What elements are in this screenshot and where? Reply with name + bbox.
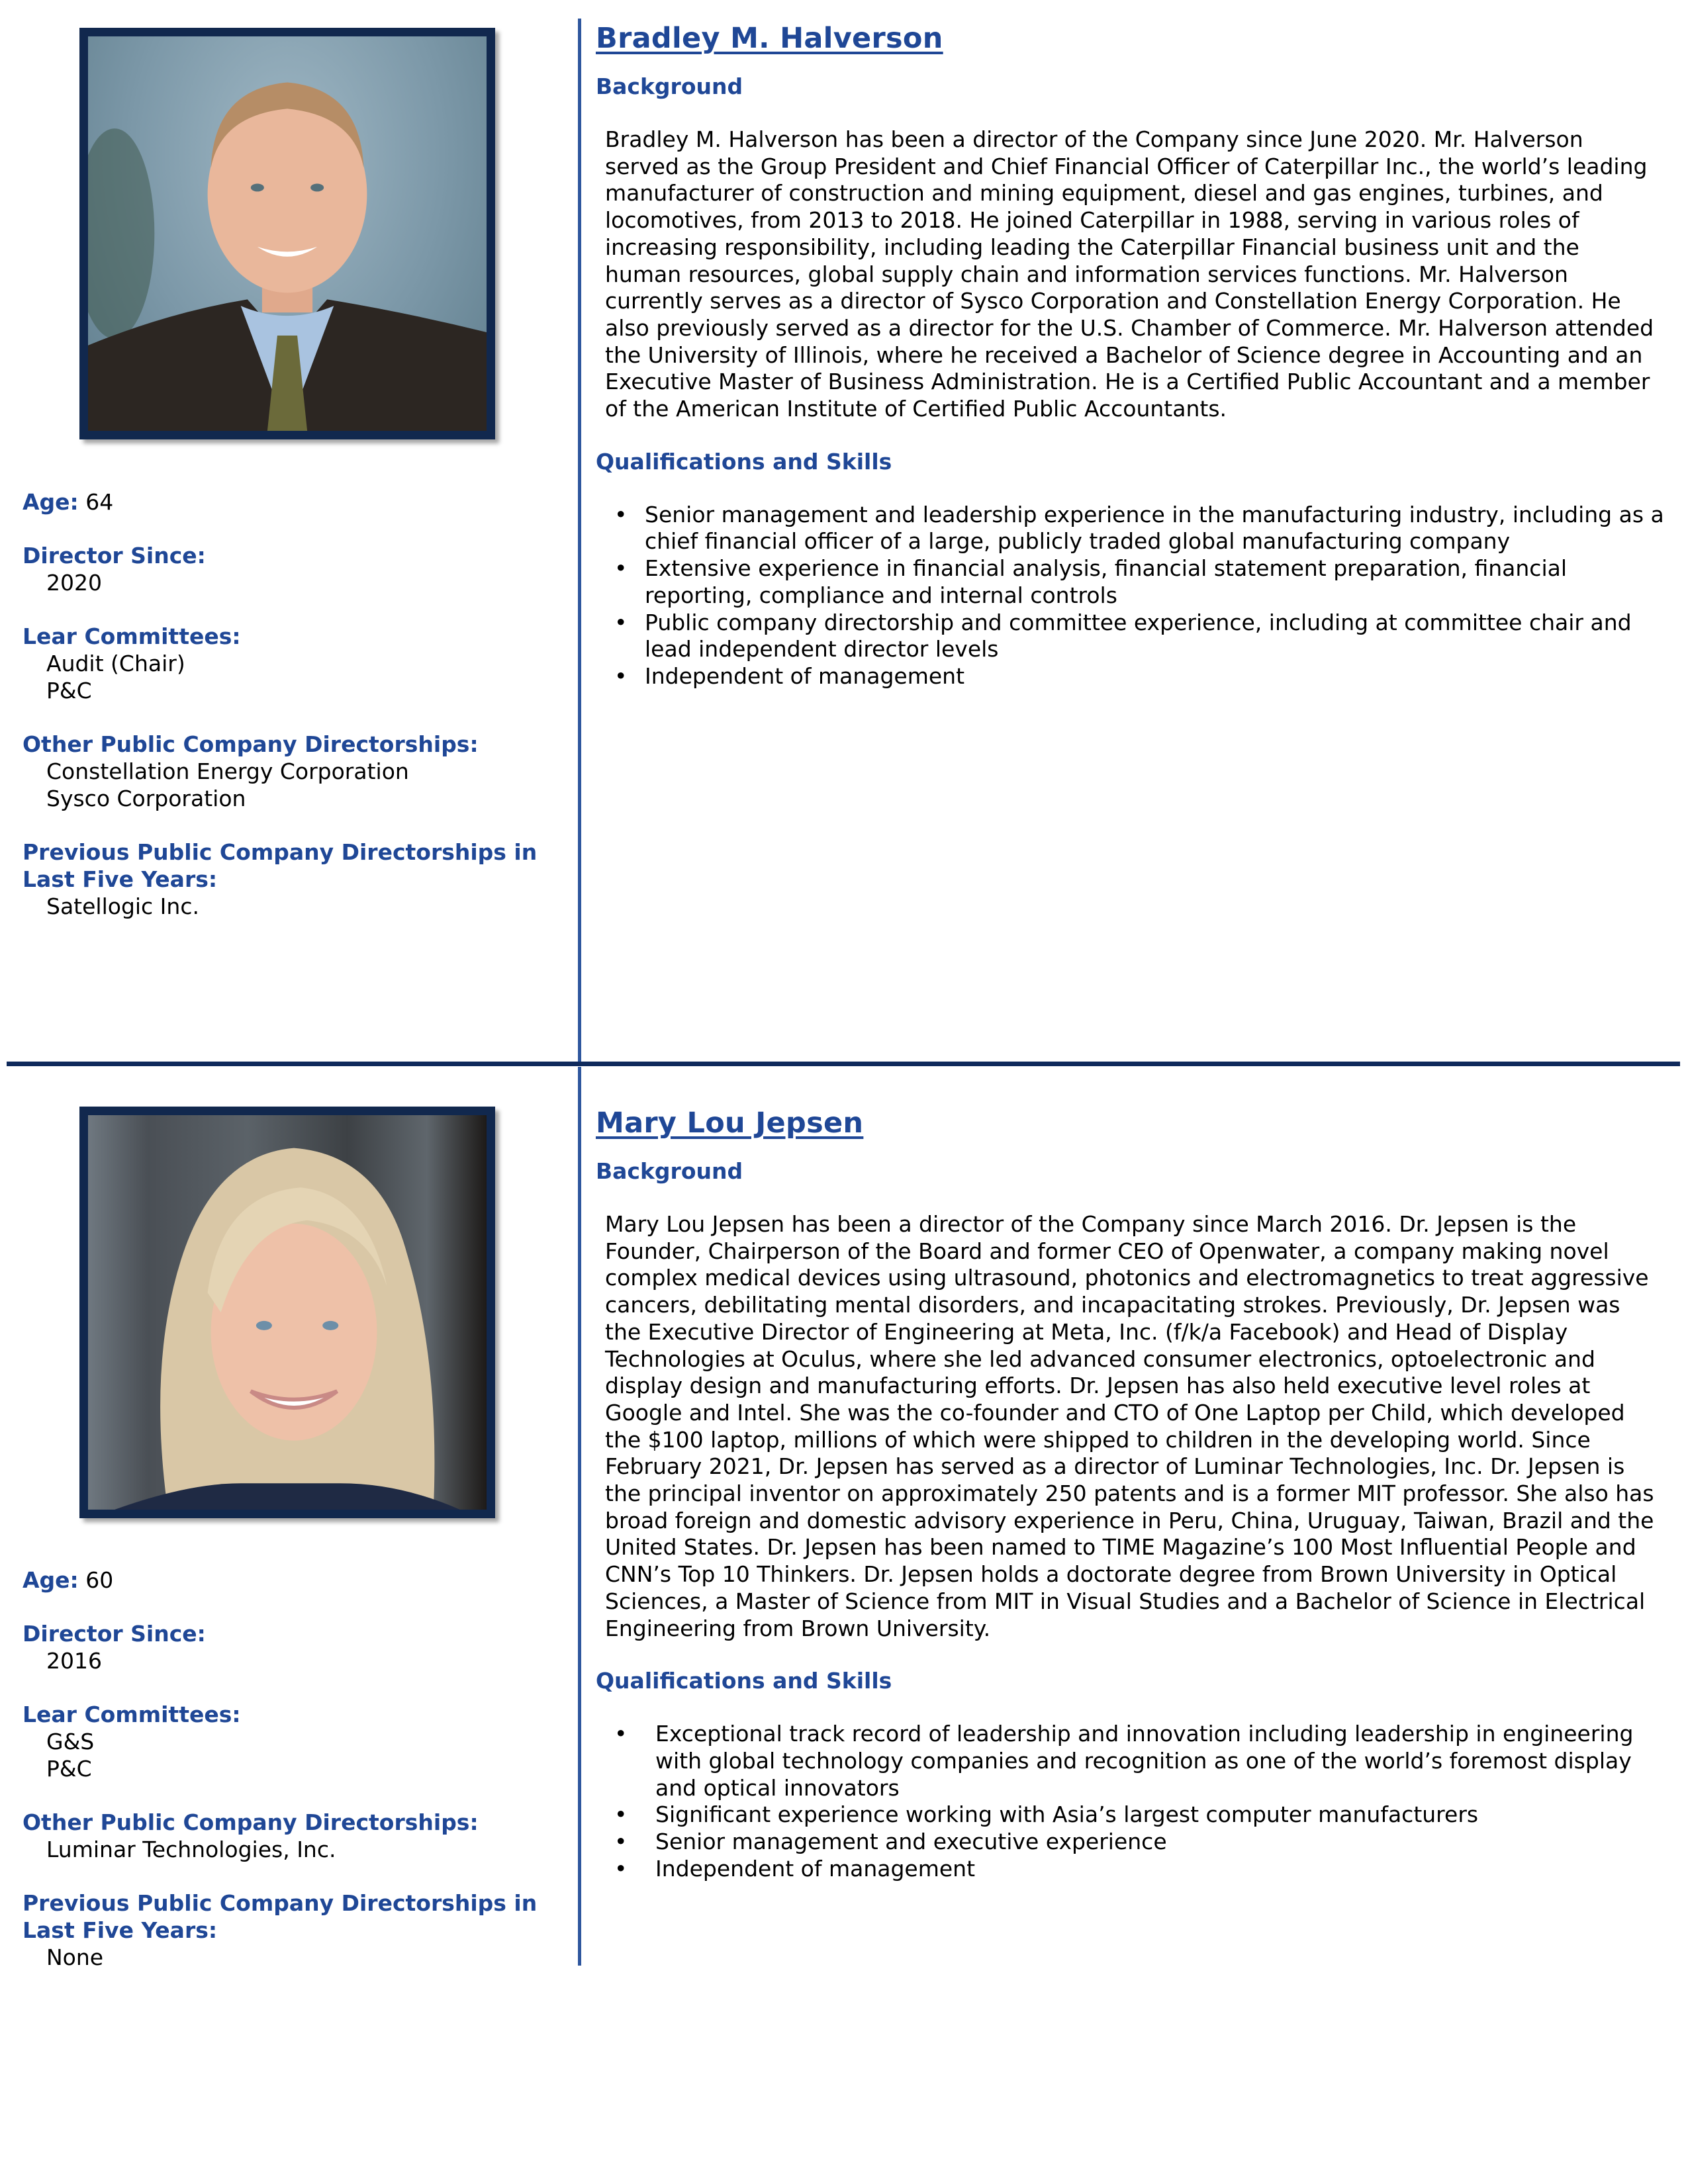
age-field: [23, 1567, 552, 1594]
other-directorships-label: Other Public Company Directorships:: [23, 731, 479, 757]
qualification-item: • Senior management and leadership experience in the manufacturing industry, including as a chief financial officer of a large, publicly traded global manufacturing company: [596, 502, 1668, 555]
committee-item: P&C: [46, 1756, 92, 1782]
qualifications-list: [596, 502, 1668, 690]
director-facts: [23, 1567, 552, 1971]
background-heading: Background: [596, 73, 743, 99]
qualification-item: • Independent of management: [596, 663, 1668, 690]
background-heading: Background: [596, 1158, 743, 1184]
director-since-label: Director Since:: [23, 543, 206, 569]
director-since-value: 2016: [46, 1648, 102, 1674]
background-text: Mary Lou Jepsen has been a director of the Company since March 2016. Dr. Jepsen is the Founder, Chairperson of the Board and former CEO of Openwater, a company making novel complex medical devices using ultrasound, photonics and electromagnetics to treat aggressive cancers, debilitating mental disorders, and incapacitating strokes. Previously, Dr. Jepsen was the Executive Director of Engineering at Meta, Inc. (f/k/a Facebook) and Head of Display Technologies at Oculus, where she led advanced consumer electronics, optoelectronic and display design and manufacturing efforts. Dr. Jepsen has also held executive level roles at Google and Intel. She was the co-founder and CTO of One Laptop per Child, which developed the $100 laptop, millions of which were shipped to children in the developing world. Since February 2021, Dr. Jepsen has served as a director of Luminar Technologies, Inc. Dr. Jepsen is the principal inventor on approximately 250 patents and is a former MIT professor. She also has broad foreign and domestic advisory experience in Peru, China, Uruguay, Taiwan, Brazil and the United States. Dr. Jepsen has been named to TIME Magazine’s 100 Most Influential People and CNN’s Top 10 Thinkers. Dr. Jepsen holds a doctorate degree from Brown University in Optical Sciences, a Master of Science from MIT in Visual Studies and a Bachelor of Science in Electrical Engineering from Brown University.: [605, 1211, 1654, 1641]
previous-directorships-label-line1: Previous Public Company Directorships in: [23, 1890, 538, 1916]
qualification-item: • Extensive experience in financial analysis, financial statement preparation, financial reporting, compliance and internal controls: [596, 555, 1668, 609]
qualification-item: • Independent of management: [596, 1856, 1668, 1883]
director-bio: [596, 19, 1668, 690]
background-text: Bradley M. Halverson has been a director of the Company since June 2020. Mr. Halverson served as the Group President and Chief Financial Officer of Caterpillar Inc., the world’s leading manufacturer of construction and mining equipment, diesel and gas engines, turbines, and locomotives, from 2013 to 2018. He joined Caterpillar in 1988, serving in various roles of increasing responsibility, including leading the Caterpillar Financial business unit and the human resources, global supply chain and information services functions. Mr. Halverson currently serves as a director of Sysco Corporation and Constellation Energy Corporation. He also previously served as a director for the U.S. Chamber of Commerce. Mr. Halverson attended the University of Illinois, where he received a Bachelor of Science degree in Accounting and an Executive Master of Business Administration. He is a Certified Public Accountant and a member of the American Institute of Certified Public Accountants.: [605, 126, 1654, 422]
qualifications-heading: Qualifications and Skills: [596, 1668, 892, 1694]
previous-directorship-item: None: [46, 1944, 104, 1970]
committee-item: G&S: [46, 1729, 95, 1754]
previous-directorships-label-line2: Last Five Years:: [23, 866, 218, 892]
previous-directorships-label-line1: Previous Public Company Directorships in: [23, 839, 538, 865]
age-label: Age:: [23, 1567, 79, 1593]
portrait-photo-icon: [88, 36, 487, 431]
age-label: Age:: [23, 489, 79, 515]
director-since-value: 2020: [46, 570, 102, 596]
director-photo-frame: [79, 28, 495, 439]
qualification-item: • Exceptional track record of leadership and innovation including leadership in engineering with global technology companies and recognition as one of the world’s foremost display and optical innovators: [596, 1721, 1668, 1801]
qualification-item: • Significant experience working with Asia’s largest computer manufacturers: [596, 1801, 1668, 1829]
qualifications-heading: Qualifications and Skills: [596, 448, 892, 475]
committees-label: Lear Committees:: [23, 1702, 241, 1727]
qualifications-list: [596, 1721, 1668, 1882]
previous-directorships-label-line2: Last Five Years:: [23, 1917, 218, 1943]
other-directorship-item: Luminar Technologies, Inc.: [46, 1837, 336, 1862]
qualification-item: • Senior management and executive experience: [596, 1829, 1668, 1856]
section-divider-bar: [7, 1062, 1680, 1066]
age-value: 64: [85, 489, 114, 515]
other-directorships-label: Other Public Company Directorships:: [23, 1809, 479, 1835]
portrait-photo-icon: [88, 1115, 487, 1510]
committee-item: P&C: [46, 678, 92, 704]
column-divider-bottom: [578, 1067, 581, 1966]
age-value: 60: [85, 1567, 114, 1593]
director-bio: [596, 1103, 1668, 1882]
committee-item: Audit (Chair): [46, 651, 185, 676]
other-directorship-item: Constellation Energy Corporation: [46, 758, 409, 784]
qualification-item: • Public company directorship and committee experience, including at committee chair and lead independent director levels: [596, 610, 1668, 663]
previous-directorships-label: [23, 1889, 552, 1944]
director-facts: [23, 488, 552, 920]
director-since-label: Director Since:: [23, 1621, 206, 1647]
age-field: [23, 488, 552, 516]
director-name: Mary Lou Jepsen: [596, 1107, 864, 1140]
previous-directorship-item: Satellogic Inc.: [46, 893, 199, 919]
other-directorship-item: Sysco Corporation: [46, 786, 246, 811]
column-divider-top: [578, 19, 581, 1062]
previous-directorships-label: [23, 839, 552, 893]
committees-label: Lear Committees:: [23, 623, 241, 649]
director-name: Bradley M. Halverson: [596, 22, 943, 55]
director-photo-frame: [79, 1107, 495, 1518]
